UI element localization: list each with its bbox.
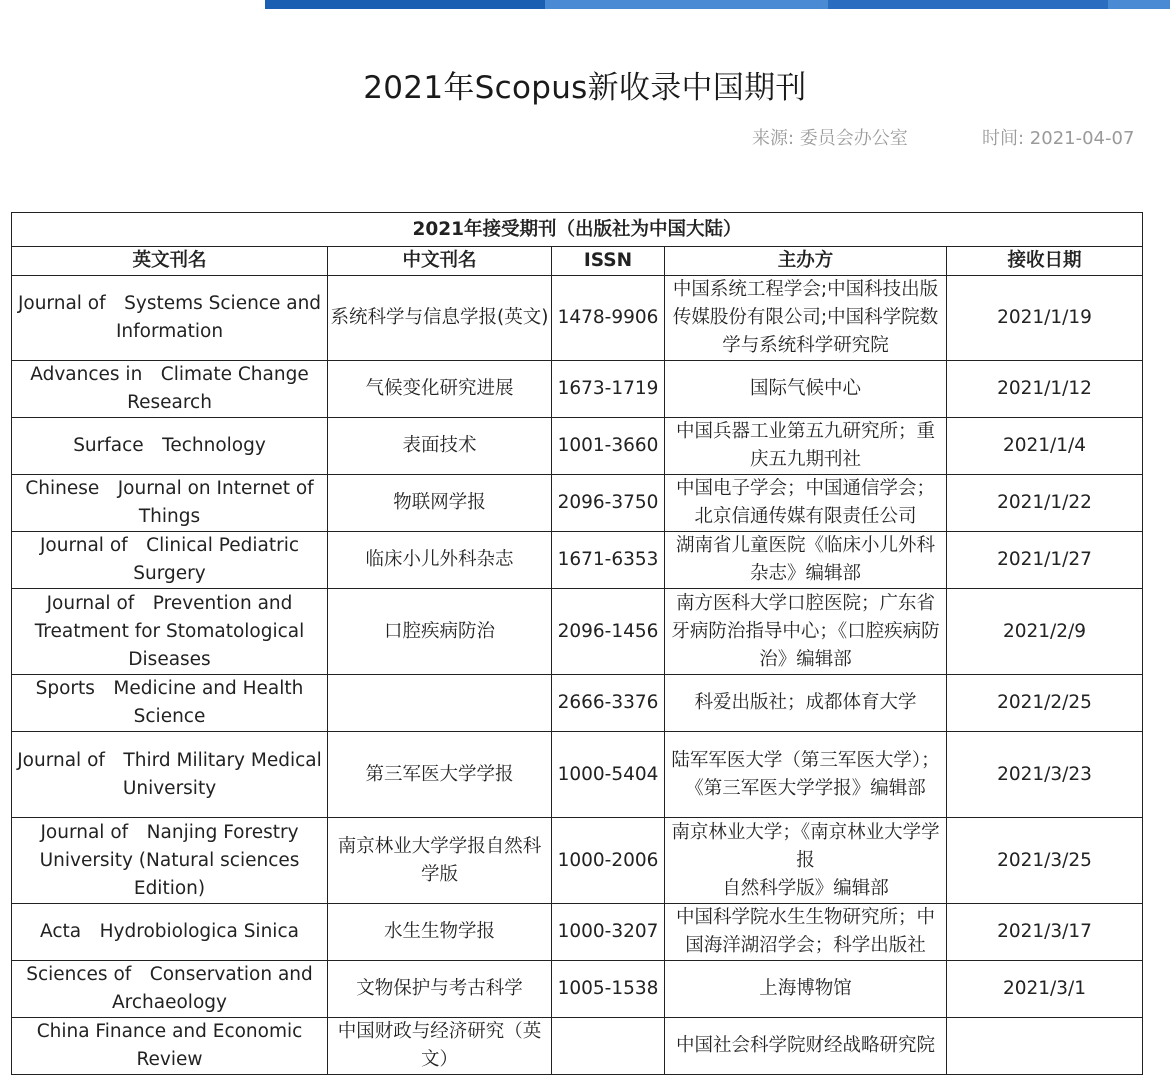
cell-chinese-title: 第三军医大学学报 (328, 732, 552, 818)
cell-issn: 2096-1456 (552, 589, 665, 675)
cell-received-date: 2021/1/19 (947, 276, 1143, 361)
cell-received-date: 2021/3/23 (947, 732, 1143, 818)
cell-chinese-title: 中国财政与经济研究（英文） (328, 1018, 552, 1075)
cell-sponsor: 科爱出版社；成都体育大学 (665, 675, 947, 732)
table-row (12, 475, 1143, 532)
journals-table (11, 212, 1143, 1075)
cell-chinese-title: 系统科学与信息学报(英文) (328, 276, 552, 361)
table-row (12, 732, 1143, 818)
header-sponsor: 主办方 (665, 247, 947, 276)
table-row (12, 276, 1143, 361)
cell-english-title: Sciences of Conservation and Archaeology (12, 961, 328, 1018)
cell-received-date: 2021/3/1 (947, 961, 1143, 1018)
table-row (12, 961, 1143, 1018)
table-row (12, 818, 1143, 904)
cell-english-title: Acta Hydrobiologica Sinica (12, 904, 328, 961)
cell-sponsor: 南方医科大学口腔医院；广东省牙病防治指导中心；《口腔疾病防治》编辑部 (665, 589, 947, 675)
article-title: 2021年Scopus新收录中国期刊 (363, 70, 807, 106)
cell-issn: 1671-6353 (552, 532, 665, 589)
cell-issn: 1001-3660 (552, 418, 665, 475)
cell-english-title: Journal of Nanjing Forestry University (Natural sciences Edition) (12, 818, 328, 904)
cell-english-title: Journal of Third Military Medical University (12, 732, 328, 818)
cell-issn: 1478-9906 (552, 276, 665, 361)
table-header-row (12, 247, 1143, 276)
top-accent-segment (828, 0, 1108, 9)
cell-issn: 2096-3750 (552, 475, 665, 532)
cell-sponsor: 湖南省儿童医院《临床小儿外科杂志》编辑部 (665, 532, 947, 589)
cell-sponsor: 中国社会科学院财经战略研究院 (665, 1018, 947, 1075)
cell-issn: 1005-1538 (552, 961, 665, 1018)
cell-english-title: China Finance and Economic Review (12, 1018, 328, 1075)
cell-english-title: Advances in Climate Change Research (12, 361, 328, 418)
table-row (12, 904, 1143, 961)
cell-received-date: 2021/1/22 (947, 475, 1143, 532)
cell-english-title: Chinese Journal on Internet of Things (12, 475, 328, 532)
cell-issn: 1000-3207 (552, 904, 665, 961)
cell-received-date: 2021/1/4 (947, 418, 1143, 475)
cell-chinese-title: 气候变化研究进展 (328, 361, 552, 418)
table-row (12, 418, 1143, 475)
table-row (12, 532, 1143, 589)
header-english-title: 英文刊名 (12, 247, 328, 276)
cell-received-date: 2021/3/17 (947, 904, 1143, 961)
table-row (12, 589, 1143, 675)
cell-sponsor: 中国系统工程学会;中国科技出版传媒股份有限公司;中国科学院数学与系统科学研究院 (665, 276, 947, 361)
article-date: 时间: 2021-04-07 (982, 128, 1135, 149)
cell-received-date: 2021/3/25 (947, 818, 1143, 904)
cell-chinese-title: 文物保护与考古科学 (328, 961, 552, 1018)
cell-sponsor: 中国科学院水生生物研究所；中国海洋湖沼学会；科学出版社 (665, 904, 947, 961)
cell-sponsor: 上海博物馆 (665, 961, 947, 1018)
cell-english-title: Sports Medicine and Health Science (12, 675, 328, 732)
cell-received-date: 2021/2/25 (947, 675, 1143, 732)
cell-sponsor: 中国兵器工业第五九研究所；重庆五九期刊社 (665, 418, 947, 475)
top-accent-segment (265, 0, 545, 9)
table-caption: 2021年接受期刊（出版社为中国大陆） (12, 213, 1143, 247)
cell-sponsor: 中国电子学会；中国通信学会；北京信通传媒有限责任公司 (665, 475, 947, 532)
cell-received-date: 2021/1/27 (947, 532, 1143, 589)
table-body (12, 276, 1143, 1075)
cell-issn: 1000-5404 (552, 732, 665, 818)
cell-chinese-title: 表面技术 (328, 418, 552, 475)
top-accent-segment (545, 0, 828, 9)
cell-received-date: 2021/2/9 (947, 589, 1143, 675)
cell-chinese-title: 口腔疾病防治 (328, 589, 552, 675)
cell-issn: 1000-2006 (552, 818, 665, 904)
header-issn: ISSN (552, 247, 665, 276)
cell-chinese-title: 物联网学报 (328, 475, 552, 532)
cell-english-title: Journal of Clinical Pediatric Surgery (12, 532, 328, 589)
cell-chinese-title (328, 675, 552, 732)
cell-received-date: 2021/1/12 (947, 361, 1143, 418)
cell-sponsor: 国际气候中心 (665, 361, 947, 418)
cell-chinese-title: 南京林业大学学报自然科学版 (328, 818, 552, 904)
top-accent-segment (1108, 0, 1170, 9)
top-accent-bar (265, 0, 1170, 9)
cell-sponsor: 南京林业大学；《南京林业大学学报 自然科学版》编辑部 (665, 818, 947, 904)
header-chinese-title: 中文刊名 (328, 247, 552, 276)
table-row (12, 361, 1143, 418)
cell-english-title: Surface Technology (12, 418, 328, 475)
cell-sponsor: 陆军军医大学（第三军医大学）；《第三军医大学学报》编辑部 (665, 732, 947, 818)
cell-chinese-title: 临床小儿外科杂志 (328, 532, 552, 589)
table-row (12, 1018, 1143, 1075)
cell-issn: 1673-1719 (552, 361, 665, 418)
cell-issn: 2666-3376 (552, 675, 665, 732)
header-received-date: 接收日期 (947, 247, 1143, 276)
article-source: 来源: 委员会办公室 (752, 128, 908, 149)
cell-chinese-title: 水生生物学报 (328, 904, 552, 961)
cell-issn (552, 1018, 665, 1075)
cell-received-date (947, 1018, 1143, 1075)
table-row (12, 675, 1143, 732)
cell-english-title: Journal of Prevention and Treatment for Stomatological Diseases (12, 589, 328, 675)
table-caption-row (12, 213, 1143, 247)
cell-english-title: Journal of Systems Science and Information (12, 276, 328, 361)
